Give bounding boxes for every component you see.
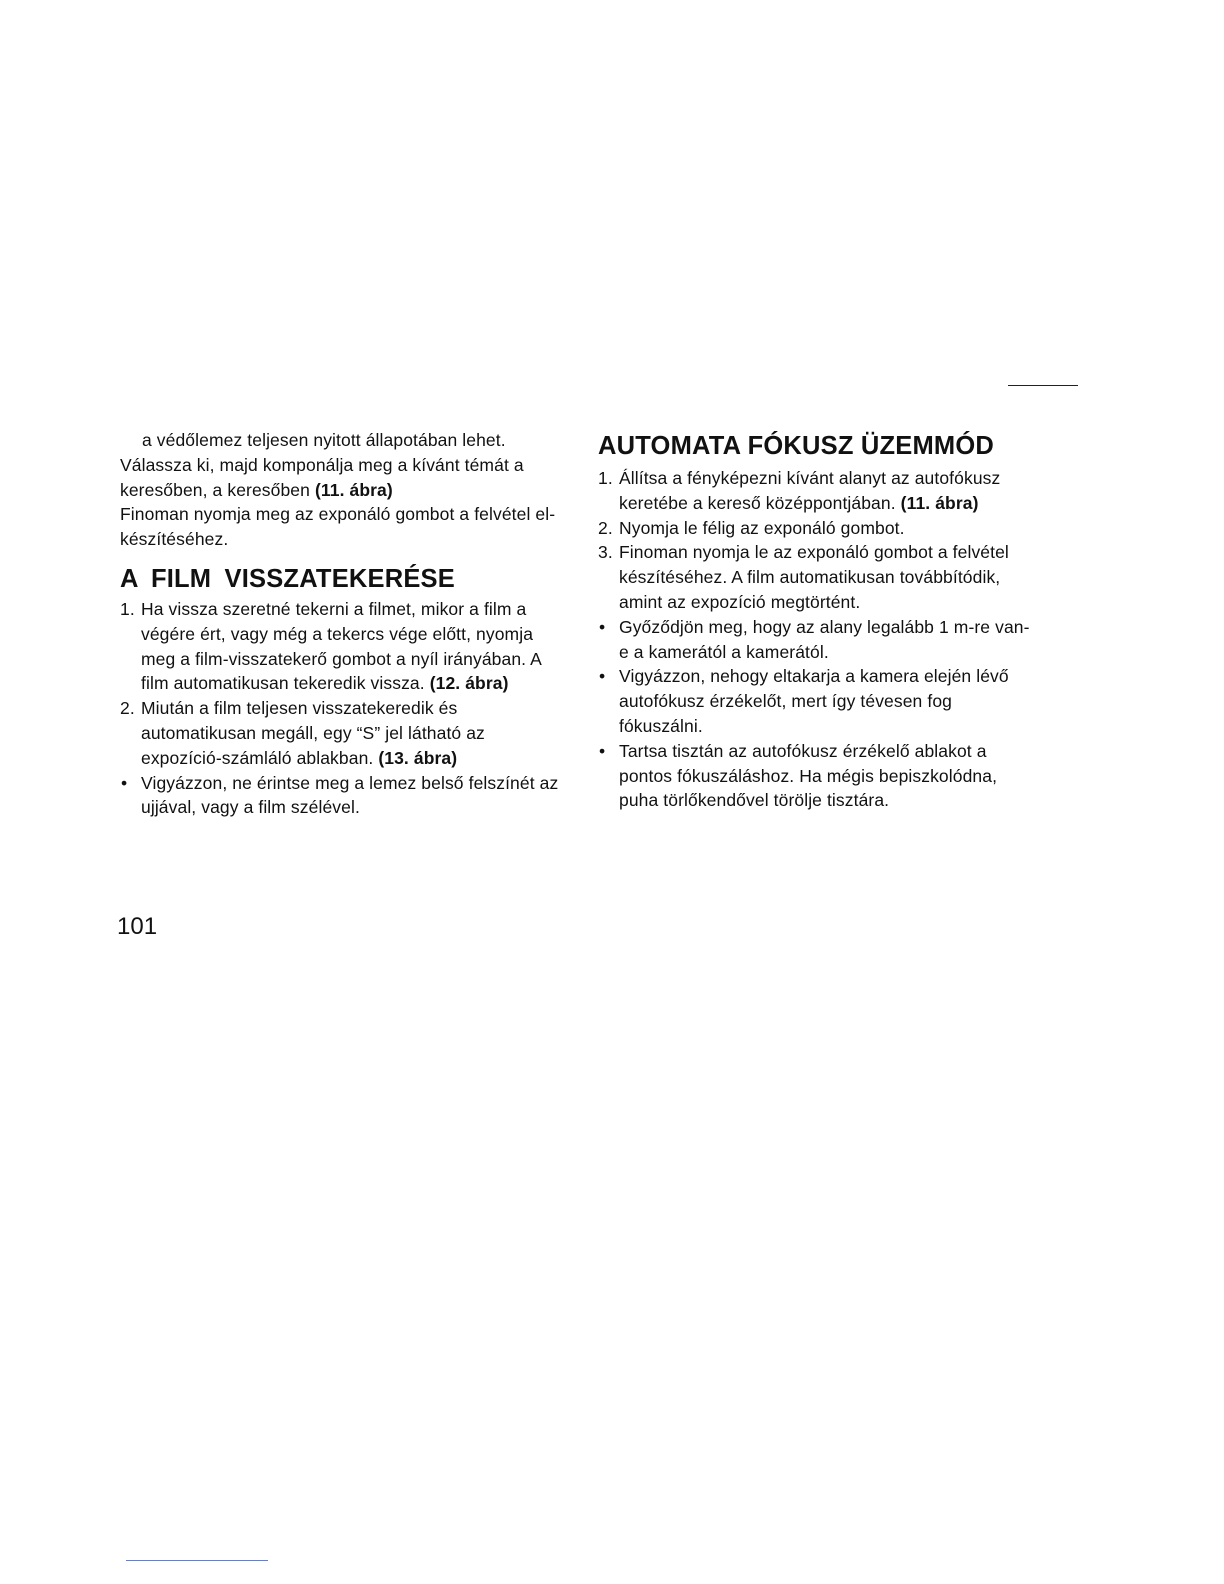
item-number: 3. bbox=[598, 542, 613, 563]
item-number: 1. bbox=[120, 598, 135, 619]
item-text: Állítsa a fényképezni kívánt alanyt az autofókusz keretébe a kereső középpontjában. bbox=[619, 468, 1001, 513]
figure-ref: (13. ábra) bbox=[378, 747, 458, 768]
list-item bbox=[598, 466, 1038, 516]
continued-line: a védőlemez teljesen nyitott állapotában lehet. bbox=[142, 430, 506, 450]
rewind-list bbox=[120, 597, 560, 820]
item-number: 2. bbox=[598, 517, 613, 538]
list-item bbox=[598, 540, 1038, 614]
list-item bbox=[120, 771, 560, 821]
item-text: Ha vissza szeretné tekerni a filmet, mikor a film a végére ért, vagy még a tekercs vége előtt, nyomja meg a film-visszatekerő gombot a nyíl irányában. A film automatikusan tekeredik vissza. bbox=[141, 598, 541, 694]
list-item bbox=[598, 516, 1038, 541]
bullet-icon: • bbox=[599, 616, 606, 637]
item-number: 1. bbox=[598, 468, 613, 488]
section-heading-rewind: A FILM VISSZATEKERÉSE bbox=[120, 564, 455, 593]
list-item bbox=[120, 597, 560, 696]
item-text: Tartsa tisztán az autofókusz érzékelő ablakot a pontos fókuszáláshoz. Ha mégis bepiszkolódna, puha törlőkendővel törölje tisztára. bbox=[619, 740, 998, 811]
item-text: Miután a film teljesen visszatekeredik és automatikusan megáll, egy “S” jel látható az expozíció-számláló ablakban. bbox=[141, 698, 485, 768]
bullet-icon: • bbox=[599, 740, 606, 761]
right-column bbox=[598, 430, 1038, 813]
item-text: Finoman nyomja le az exponáló gombot a felvétel készítéséhez. A film automatikusan továbbítódik, amint az expozíció megtörtént. bbox=[619, 542, 1009, 612]
figure-ref: (11. ábra) bbox=[314, 479, 393, 500]
top-rule bbox=[1008, 385, 1078, 386]
figure-ref: (11. ábra) bbox=[900, 492, 979, 513]
list-item bbox=[598, 664, 1038, 738]
page-number: 101 bbox=[117, 913, 158, 940]
bottom-rule bbox=[126, 1560, 268, 1561]
section-heading-autofocus: AUTOMATA FÓKUSZ ÜZEMMÓD bbox=[598, 432, 995, 460]
item-text: Győződjön meg, hogy az alany legalább 1 m-re van-e a kamerától a kamerától. bbox=[619, 616, 1030, 662]
intro-paragraph-2: Finoman nyomja meg az exponáló gombot a felvétel el-készítéséhez. bbox=[120, 504, 556, 550]
item-text: Vigyázzon, ne érintse meg a lemez belső felszínét az ujjával, vagy a film szélével. bbox=[141, 772, 559, 818]
item-text: Vigyázzon, nehogy eltakarja a kamera elején lévő autofókusz érzékelőt, mert így tévesen fog fókuszálni. bbox=[619, 666, 1009, 736]
item-text: Nyomja le félig az exponáló gombot. bbox=[619, 517, 905, 538]
figure-ref: (12. ábra) bbox=[429, 673, 509, 694]
intro-text: Válassza ki, majd komponálja meg a kívánt témát a keresőben, a keresőben bbox=[120, 454, 524, 500]
list-item bbox=[598, 739, 1038, 813]
bullet-icon: • bbox=[599, 666, 606, 687]
list-item bbox=[598, 615, 1038, 665]
left-column bbox=[120, 428, 560, 820]
bullet-icon: • bbox=[121, 772, 128, 793]
intro-paragraph bbox=[120, 453, 560, 503]
list-item bbox=[120, 696, 560, 770]
item-number: 2. bbox=[120, 698, 135, 719]
autofocus-list bbox=[598, 466, 1038, 813]
